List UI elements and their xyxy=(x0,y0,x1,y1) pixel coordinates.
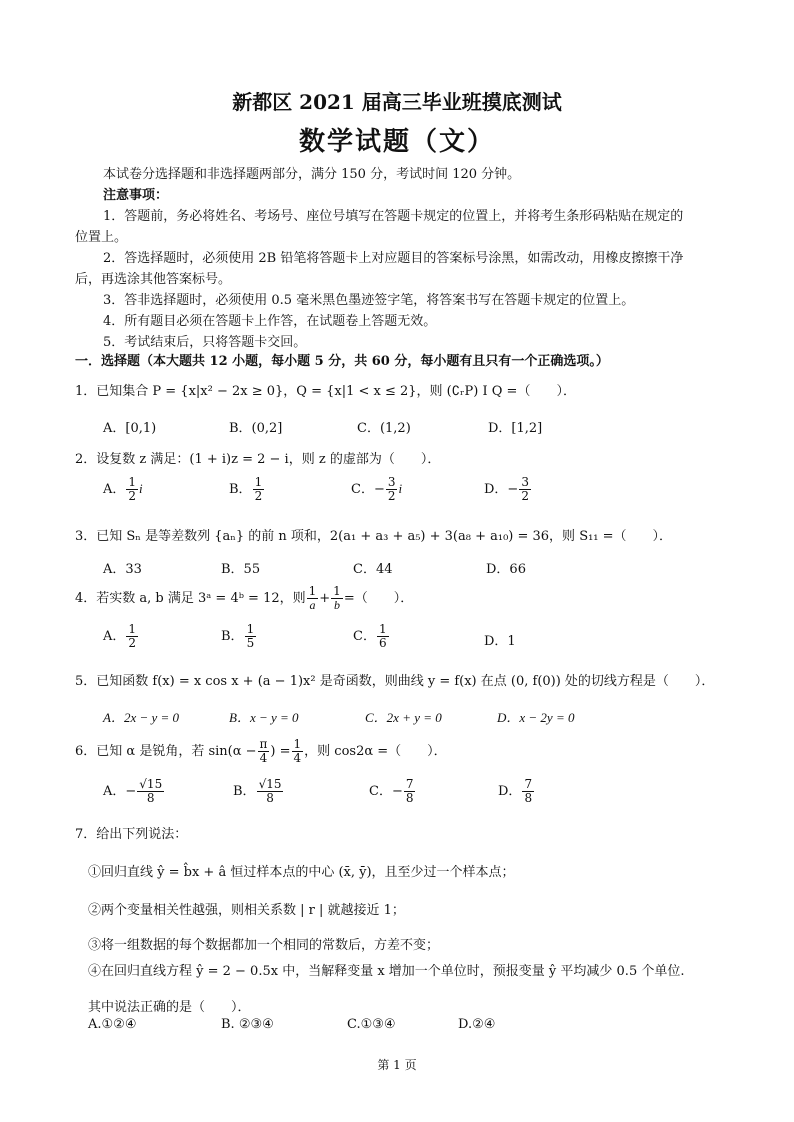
notice-heading: 注意事项： xyxy=(103,188,169,203)
fraction xyxy=(331,585,343,612)
q4-option-c xyxy=(353,623,390,650)
denominator: 4 xyxy=(293,751,302,765)
notice-item-1-cont: 位置上。 xyxy=(75,230,128,245)
q6-stem-post: ，则 cos2α =（ ）． xyxy=(304,744,447,759)
q7-statement-3: ③将一组数据的每个数据都加一个相同的常数后，方差不变； xyxy=(88,938,440,953)
exam-subtitle: 数学试题（文） xyxy=(298,127,495,157)
q6-option-c xyxy=(369,778,416,805)
q3-option-b: B．55 xyxy=(221,562,261,577)
q6-c-label: C．− xyxy=(369,784,403,799)
q4-option-a xyxy=(103,623,139,650)
denominator: b xyxy=(333,598,340,612)
q7-ask: 其中说法正确的是（ ）． xyxy=(88,1000,251,1015)
q1-option-c: C．(1,2) xyxy=(357,421,411,436)
q6-option-a xyxy=(103,778,165,805)
q7-option-d: D.②④ xyxy=(458,1017,496,1032)
q2-option-d xyxy=(484,476,532,503)
question-5: 5．已知函数 f(x) = x cos x + (a − 1)x² 是奇函数，则曲线 y = f(x) 在点 (0, f(0)) 处的切线方程是（ ）． xyxy=(75,674,715,689)
q2-c-label: C．− xyxy=(351,482,385,497)
q2-c-tail: i xyxy=(398,481,403,496)
numerator: 1 xyxy=(128,475,137,489)
q6-option-b xyxy=(233,778,284,805)
q4-b-label: B． xyxy=(221,629,244,644)
q4-c-label: C． xyxy=(353,629,376,644)
q5-option-c: C．2x + y = 0 xyxy=(365,710,442,725)
numerator: √15 xyxy=(139,777,163,791)
fraction xyxy=(137,778,164,805)
denominator: 6 xyxy=(378,636,387,650)
q2-a-label: A． xyxy=(103,482,126,497)
q6-a-label: A．− xyxy=(103,784,137,799)
plus-sign: + xyxy=(319,591,331,606)
numerator: 1 xyxy=(293,737,302,751)
question-7: 7．给出下列说法： xyxy=(75,827,188,842)
numerator: √15 xyxy=(258,777,282,791)
fraction xyxy=(377,623,389,650)
fraction xyxy=(258,738,270,765)
denominator: 2 xyxy=(254,489,263,503)
q4-option-d: D．1 xyxy=(484,634,516,649)
q2-option-b xyxy=(229,476,265,503)
numerator: 3 xyxy=(387,475,396,489)
fraction xyxy=(253,476,265,503)
question-2: 2．设复数 z 满足：(1 + i)z = 2 − i，则 z 的虚部为（ ）． xyxy=(75,452,441,467)
q1-option-b: B．(0,2] xyxy=(229,421,283,436)
q1-option-a: A．[0,1) xyxy=(103,421,157,436)
denominator: 8 xyxy=(266,791,274,805)
fraction xyxy=(257,778,284,805)
fraction xyxy=(307,585,319,612)
q4-option-b xyxy=(221,623,257,650)
q6-option-d xyxy=(498,778,535,805)
q7-statement-4: ④在回归直线方程 ŷ = 2 − 0.5x 中，当解释变量 x 增加一个单位时，预报变量 ŷ 平均减少 0.5 个单位. xyxy=(88,964,685,979)
notice-item-4: 4．所有题目必须在答题卡上作答，在试题卷上答题无效。 xyxy=(103,314,437,329)
q7-statement-2: ②两个变量相关性越强，则相关系数 | r | 就越接近 1； xyxy=(88,903,405,918)
q3-option-a: A．33 xyxy=(103,562,142,577)
numerator: 1 xyxy=(308,584,317,598)
denominator: 5 xyxy=(246,636,255,650)
fraction xyxy=(126,476,138,503)
numerator: 1 xyxy=(128,622,137,636)
q7-statement-1: ①回归直线 ŷ = b̂x + â 恒过样本点的中心 (x̄, ȳ)，且至少过一个样本点； xyxy=(88,865,515,880)
numerator: 3 xyxy=(521,475,529,489)
q1-option-d: D．[1,2] xyxy=(488,421,543,436)
denominator: a xyxy=(309,598,316,612)
fraction xyxy=(126,623,138,650)
q2-option-c xyxy=(351,476,402,503)
q5-option-a: A．2x − y = 0 xyxy=(103,710,180,725)
q7-option-b: B. ②③④ xyxy=(221,1017,274,1032)
numerator: 1 xyxy=(378,622,387,636)
fraction xyxy=(404,778,416,805)
fraction xyxy=(519,476,531,503)
q2-option-a xyxy=(103,476,143,503)
notice-item-3: 3．答非选择题时，必须使用 0.5 毫米黑色墨迹签字笔，将答案书写在答题卡规定的位置上。 xyxy=(103,293,635,308)
q7-option-c: C.①③④ xyxy=(347,1017,396,1032)
q3-option-d: D．66 xyxy=(486,562,526,577)
q6-stem-pre: 6．已知 α 是锐角，若 sin(α − xyxy=(75,744,257,759)
q6-d-label: D． xyxy=(498,784,522,799)
denominator: 2 xyxy=(128,489,137,503)
fraction xyxy=(386,476,398,503)
question-3: 3．已知 Sₙ 是等差数列 {aₙ} 的前 n 项和，2(a₁ + a₃ + a₅) + 3(a₈ + a₁₀) = 36，则 S₁₁ =（ ）． xyxy=(75,529,673,544)
q4-stem-pre: 4．若实数 a, b 满足 3ᵃ = 4ᵇ = 12，则 xyxy=(75,591,306,606)
denominator: 8 xyxy=(405,791,414,805)
q2-d-label: D．− xyxy=(484,482,519,497)
denominator: 2 xyxy=(387,489,396,503)
q5-option-d: D．x − 2y = 0 xyxy=(497,710,575,725)
fraction xyxy=(522,778,534,805)
numerator: 1 xyxy=(246,622,255,636)
intro-text: 本试卷分选择题和非选择题两部分，满分 150 分，考试时间 120 分钟。 xyxy=(103,167,521,182)
q7-option-a: A.①②④ xyxy=(88,1017,137,1032)
numerator: 1 xyxy=(333,584,341,598)
section-heading: 一．选择题（本大题共 12 小题，每小题 5 分，共 60 分，每小题有且只有一个正确选项。） xyxy=(75,354,609,369)
q3-option-c: C．44 xyxy=(353,562,393,577)
q4-a-label: A． xyxy=(103,629,126,644)
numerator: 7 xyxy=(405,777,414,791)
notice-item-2: 2．答选择题时，必须使用 2B 铅笔将答题卡上对应题目的答案标号涂黑，如需改动，用橡皮擦擦干净 xyxy=(103,251,684,266)
numerator: π xyxy=(259,737,268,751)
page-number: 第 1 页 xyxy=(377,1058,417,1072)
denominator: 4 xyxy=(259,751,268,765)
notice-item-2-cont: 后，再选涂其他答案标号。 xyxy=(75,272,232,287)
denominator: 2 xyxy=(521,489,529,503)
q4-stem-post: =（ ）． xyxy=(343,591,414,606)
numerator: 1 xyxy=(254,475,263,489)
notice-item-1: 1．答题前，务必将姓名、考场号、座位号填写在答题卡规定的位置上，并将考生条形码粘贴在规定的 xyxy=(103,209,684,224)
q2-a-tail: i xyxy=(139,481,143,496)
exam-title: 新都区 2021 届高三毕业班摸底测试 xyxy=(232,90,562,114)
question-6 xyxy=(75,738,447,765)
fraction xyxy=(245,623,257,650)
denominator: 8 xyxy=(524,791,533,805)
q6-b-label: B． xyxy=(233,784,256,799)
q6-stem-mid: ) = xyxy=(270,744,291,759)
numerator: 7 xyxy=(524,777,533,791)
fraction xyxy=(292,738,304,765)
q2-b-label: B． xyxy=(229,482,252,497)
denominator: 2 xyxy=(128,636,137,650)
q5-option-b: B．x − y = 0 xyxy=(229,710,299,725)
notice-item-5: 5．考试结束后，只将答题卡交回。 xyxy=(103,335,307,350)
denominator: 8 xyxy=(146,791,155,805)
question-1: 1．已知集合 P = {x|x² − 2x ≥ 0}，Q = {x|1 < x ≤ 2}，则 (∁ᵣP) I Q =（ ）． xyxy=(75,384,576,399)
question-4 xyxy=(75,585,413,612)
